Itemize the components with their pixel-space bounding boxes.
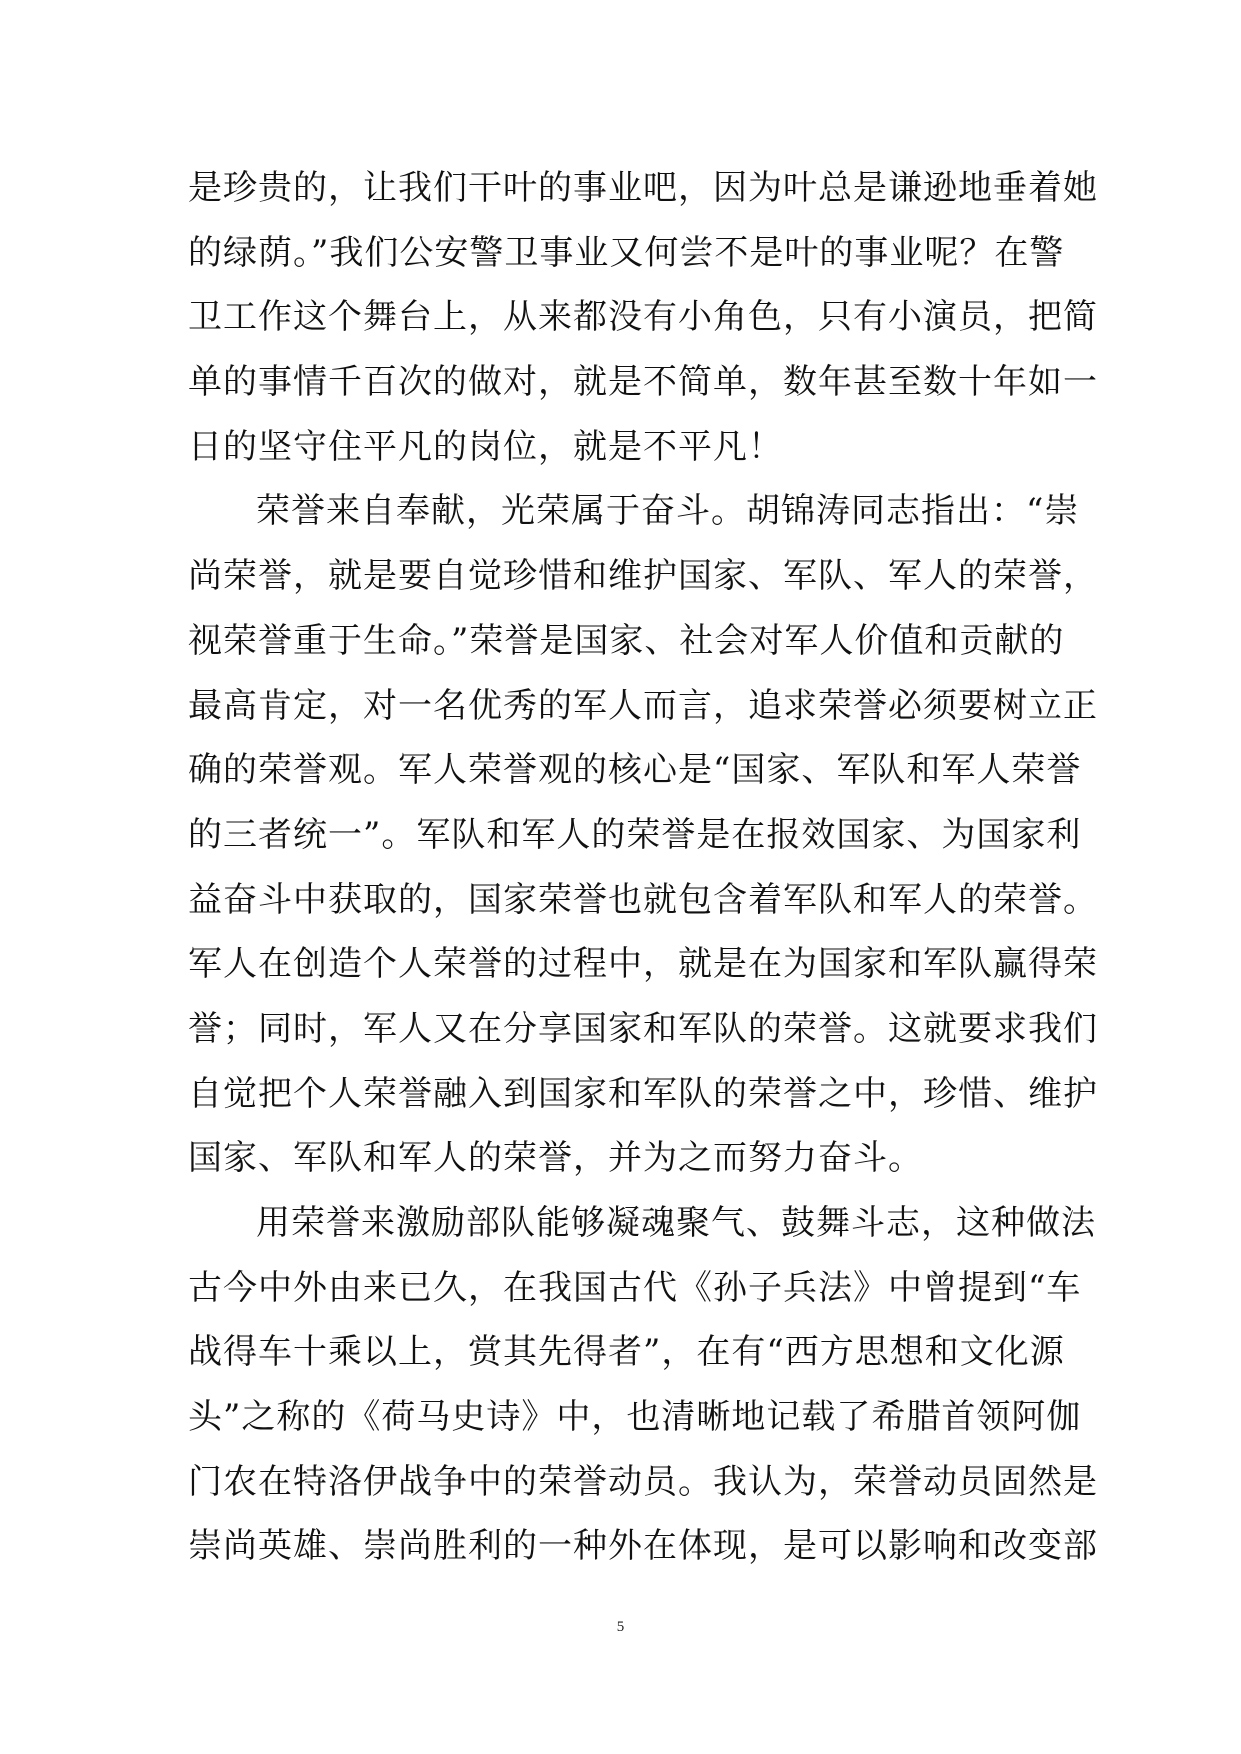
text-line: 视荣誉重于生命。”荣誉是国家、社会对军人价值和贡献的 [188,620,1065,661]
text-line: 古今中外由来已久，在我国古代《孙子兵法》中曾提到“车 [188,1267,1082,1308]
text-line: 崇尚英雄、崇尚胜利的一种外在体现，是可以影响和改变部 [188,1526,1098,1567]
text-line: 军人在创造个人荣誉的过程中，就是在为国家和军队赢得荣 [188,944,1098,985]
text-line: 单的事情千百次的做对，就是不简单，数年甚至数十年如一 [188,362,1098,403]
body-text [188,156,1098,1579]
page-number: 5 [616,1619,625,1635]
text-line: 国家、军队和军人的荣誉，并为之而努力奋斗。 [188,1138,923,1179]
text-line: 益奋斗中获取的，国家荣誉也就包含着军队和军人的荣誉。 [188,879,1098,920]
text-line: 最高肯定，对一名优秀的军人而言，追求荣誉必须要树立正 [188,685,1098,726]
text-line: 是珍贵的，让我们干叶的事业吧，因为叶总是谦逊地垂着她 [188,168,1098,208]
text-line: 誉；同时，军人又在分享国家和军队的荣誉。这就要求我们 [188,1008,1098,1049]
text-line: 门农在特洛伊战争中的荣誉动员。我认为，荣誉动员固然是 [188,1461,1098,1502]
text-line: 的三者统一”。军队和军人的荣誉是在报效国家、为国家利 [188,814,1082,855]
text-line: 荣誉来自奉献，光荣属于奋斗。胡锦涛同志指出：“崇 [256,491,1080,532]
text-line: 日的坚守住平凡的岗位，就是不平凡！ [188,426,783,467]
text-line: 头”之称的《荷马史诗》中，也清晰地记载了希腊首领阿伽 [188,1397,1082,1438]
text-line: 战得车十乘以上，赏其先得者”，在有“西方思想和文化源 [188,1332,1065,1373]
text-line: 用荣誉来激励部队能够凝魂聚气、鼓舞斗志，这种做法 [256,1203,1096,1243]
text-line: 尚荣誉，就是要自觉珍惜和维护国家、军队、军人的荣誉， [188,556,1098,597]
text-line: 自觉把个人荣誉融入到国家和军队的荣誉之中，珍惜、维护 [188,1073,1098,1114]
text-line: 的绿荫。”我们公安警卫事业又何尝不是叶的事业呢？在警 [188,232,1065,273]
text-line: 卫工作这个舞台上，从来都没有小角色，只有小演员，把简 [188,297,1098,338]
text-line: 确的荣誉观。军人荣誉观的核心是“国家、军队和军人荣誉 [188,750,1082,791]
